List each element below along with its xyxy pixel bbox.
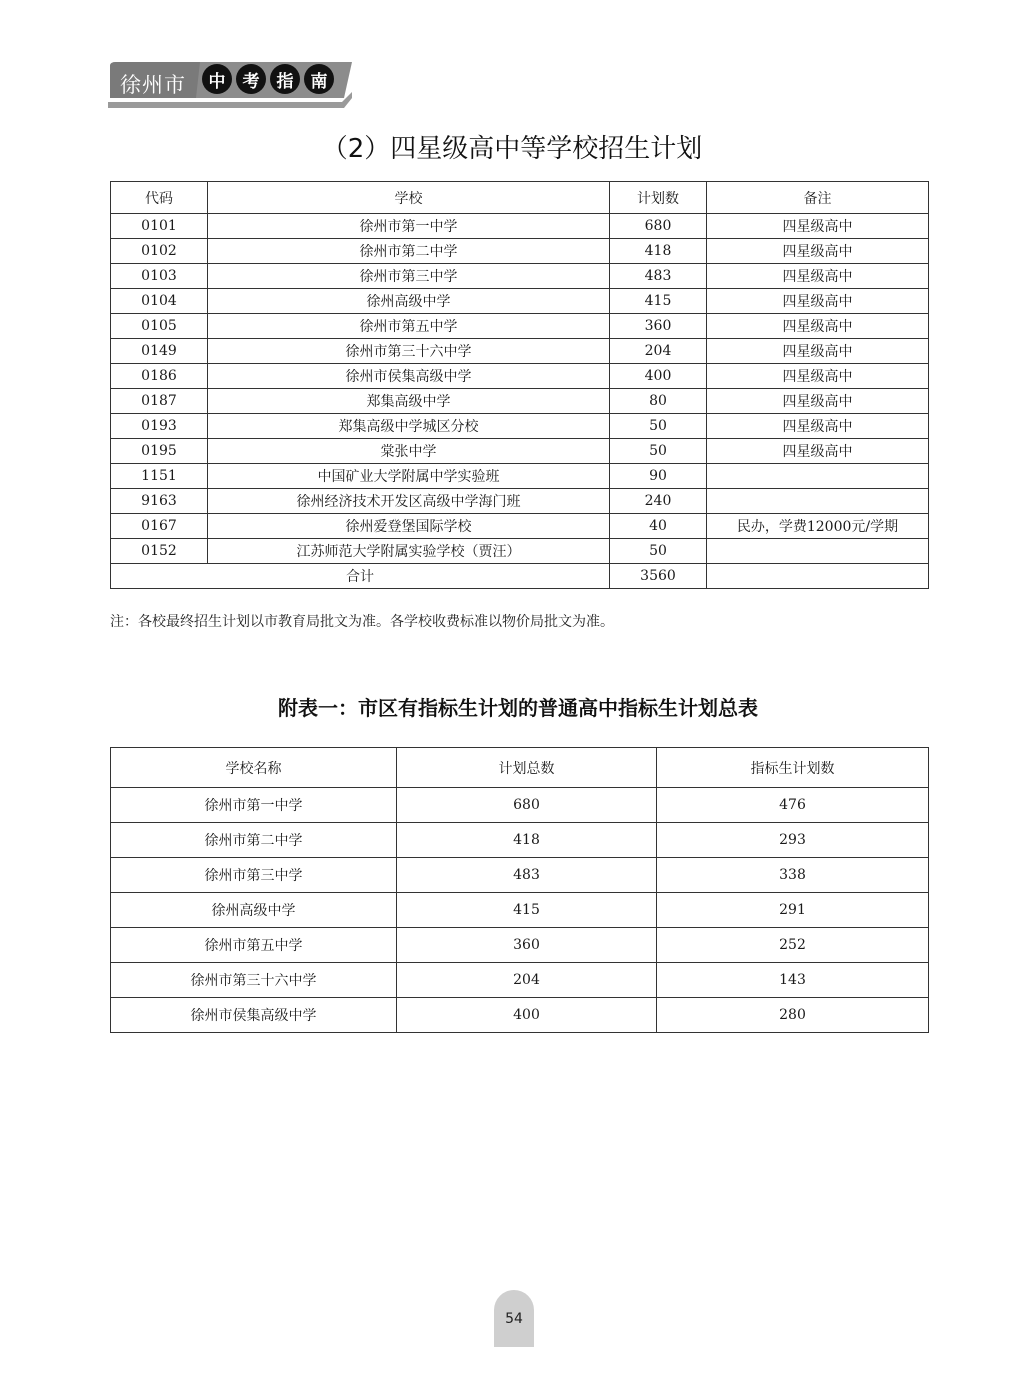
table-row [111, 998, 929, 1033]
banner-char: 中 [202, 64, 232, 94]
cell-note: 四星级高中 [707, 289, 929, 314]
cell-plan-total: 680 [397, 788, 657, 823]
table-row [111, 289, 929, 314]
cell-code: 1151 [111, 464, 208, 489]
column-header-school-name: 学校名称 [111, 748, 397, 788]
cell-school: 徐州市第三十六中学 [208, 339, 610, 364]
cell-quota: 293 [657, 823, 929, 858]
cell-quota: 252 [657, 928, 929, 963]
cell-note: 四星级高中 [707, 439, 929, 464]
banner-guide-title [202, 64, 334, 94]
cell-plan-total: 360 [397, 928, 657, 963]
cell-code: 0105 [111, 314, 208, 339]
table-row [111, 439, 929, 464]
cell-school: 中国矿业大学附属中学实验班 [208, 464, 610, 489]
table-row [111, 858, 929, 893]
cell-school: 江苏师范大学附属实验学校（贾汪） [208, 539, 610, 564]
cell-school: 徐州市侯集高级中学 [208, 364, 610, 389]
section1-title: （2）四星级高中等学校招生计划 [321, 134, 703, 164]
cell-code: 0101 [111, 214, 208, 239]
cell-note: 四星级高中 [707, 264, 929, 289]
cell-quota: 143 [657, 963, 929, 998]
cell-note [707, 489, 929, 514]
table-row [111, 264, 929, 289]
cell-code: 0152 [111, 539, 208, 564]
table-row [111, 314, 929, 339]
cell-quota: 338 [657, 858, 929, 893]
cell-school: 徐州市第三中学 [208, 264, 610, 289]
cell-note: 四星级高中 [707, 239, 929, 264]
column-header-plan-total: 计划总数 [397, 748, 657, 788]
cell-note: 四星级高中 [707, 364, 929, 389]
cell-school: 郑集高级中学 [208, 389, 610, 414]
table-row [111, 893, 929, 928]
table-row [111, 539, 929, 564]
table-header-row [111, 182, 929, 214]
cell-plan: 483 [610, 264, 707, 289]
footnote: 注：各校最终招生计划以市教育局批文为准。各学校收费标准以物价局批文为准。 [110, 614, 614, 630]
quota-plan-table [110, 747, 929, 1033]
cell-school: 郑集高级中学城区分校 [208, 414, 610, 439]
total-label: 合计 [111, 564, 610, 589]
cell-code: 0187 [111, 389, 208, 414]
cell-code: 0149 [111, 339, 208, 364]
cell-school-name: 徐州市第三十六中学 [111, 963, 397, 998]
cell-school: 棠张中学 [208, 439, 610, 464]
cell-code: 0195 [111, 439, 208, 464]
cell-school-name: 徐州市第五中学 [111, 928, 397, 963]
cell-plan: 40 [610, 514, 707, 539]
cell-code: 0193 [111, 414, 208, 439]
cell-plan: 50 [610, 414, 707, 439]
table-row [111, 414, 929, 439]
cell-plan: 240 [610, 489, 707, 514]
cell-plan: 400 [610, 364, 707, 389]
table-row [111, 464, 929, 489]
cell-code: 0103 [111, 264, 208, 289]
cell-school-name: 徐州高级中学 [111, 893, 397, 928]
cell-plan: 680 [610, 214, 707, 239]
cell-plan: 418 [610, 239, 707, 264]
cell-note: 四星级高中 [707, 314, 929, 339]
page-number: 54 [494, 1290, 534, 1347]
cell-plan: 50 [610, 539, 707, 564]
cell-school: 徐州爱登堡国际学校 [208, 514, 610, 539]
cell-plan-total: 400 [397, 998, 657, 1033]
quota-plan-table-body [111, 788, 929, 1033]
table-row [111, 389, 929, 414]
cell-plan-total: 415 [397, 893, 657, 928]
cell-plan: 360 [610, 314, 707, 339]
cell-plan: 90 [610, 464, 707, 489]
table-row [111, 364, 929, 389]
cell-school-name: 徐州市第三中学 [111, 858, 397, 893]
column-header-code: 代码 [111, 182, 208, 214]
cell-school-name: 徐州市侯集高级中学 [111, 998, 397, 1033]
cell-school: 徐州市第五中学 [208, 314, 610, 339]
table-row [111, 823, 929, 858]
cell-plan: 80 [610, 389, 707, 414]
banner-city: 徐州市 [120, 73, 186, 97]
enrollment-plan-table-body [111, 214, 929, 564]
cell-plan: 415 [610, 289, 707, 314]
banner-char: 指 [270, 64, 300, 94]
cell-plan-total: 483 [397, 858, 657, 893]
cell-note [707, 464, 929, 489]
table-row [111, 928, 929, 963]
total-note [707, 564, 929, 589]
table-row [111, 788, 929, 823]
banner-char: 考 [236, 64, 266, 94]
column-header-school: 学校 [208, 182, 610, 214]
cell-note: 四星级高中 [707, 414, 929, 439]
cell-quota: 280 [657, 998, 929, 1033]
cell-school: 徐州高级中学 [208, 289, 610, 314]
table-header-row [111, 748, 929, 788]
cell-plan-total: 418 [397, 823, 657, 858]
cell-school: 徐州经济技术开发区高级中学海门班 [208, 489, 610, 514]
column-header-plan: 计划数 [610, 182, 707, 214]
cell-plan-total: 204 [397, 963, 657, 998]
cell-school: 徐州市第二中学 [208, 239, 610, 264]
cell-note [707, 539, 929, 564]
cell-note: 四星级高中 [707, 389, 929, 414]
table-row [111, 239, 929, 264]
table-row [111, 963, 929, 998]
cell-note: 四星级高中 [707, 214, 929, 239]
cell-quota: 476 [657, 788, 929, 823]
banner-char: 南 [304, 64, 334, 94]
cell-note: 民办，学费12000元/学期 [707, 514, 929, 539]
total-value: 3560 [610, 564, 707, 589]
section2-title: 附表一：市区有指标生计划的普通高中指标生计划总表 [278, 696, 758, 720]
cell-code: 0186 [111, 364, 208, 389]
cell-plan: 204 [610, 339, 707, 364]
cell-school-name: 徐州市第一中学 [111, 788, 397, 823]
cell-plan: 50 [610, 439, 707, 464]
table-row [111, 214, 929, 239]
table-row [111, 489, 929, 514]
cell-code: 0102 [111, 239, 208, 264]
cell-quota: 291 [657, 893, 929, 928]
table-row [111, 514, 929, 539]
cell-code: 9163 [111, 489, 208, 514]
cell-school: 徐州市第一中学 [208, 214, 610, 239]
enrollment-plan-table [110, 181, 929, 589]
cell-code: 0167 [111, 514, 208, 539]
column-header-quota: 指标生计划数 [657, 748, 929, 788]
cell-school-name: 徐州市第二中学 [111, 823, 397, 858]
cell-code: 0104 [111, 289, 208, 314]
table-row [111, 339, 929, 364]
cell-note: 四星级高中 [707, 339, 929, 364]
column-header-note: 备注 [707, 182, 929, 214]
header-banner [108, 62, 356, 108]
total-row [111, 564, 929, 589]
